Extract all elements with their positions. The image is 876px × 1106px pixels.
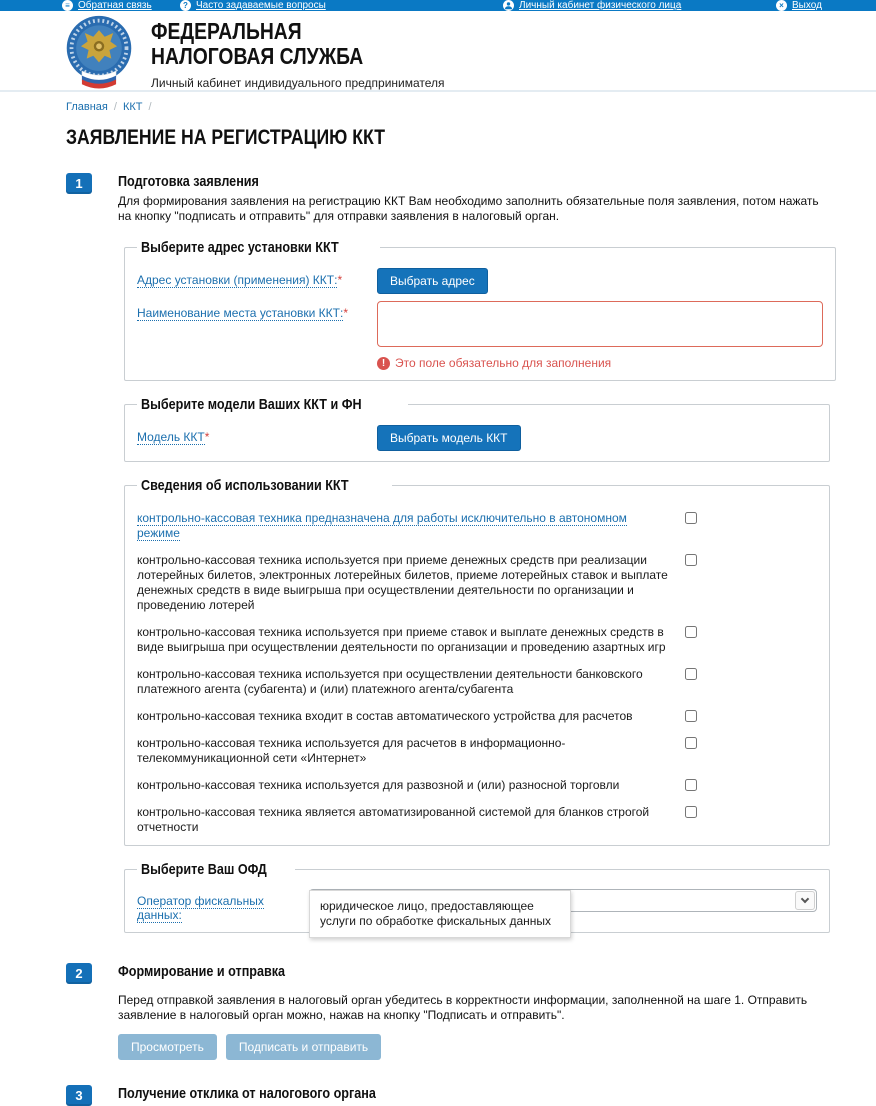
main-content: [0, 92, 876, 1106]
message-icon: [62, 0, 73, 11]
step-2-badge: 2: [66, 963, 92, 984]
question-icon: [180, 0, 191, 11]
address-row: [137, 268, 823, 294]
usage-item-label: контрольно-кассовая техника используется для развозной и (или) разносной торговли: [137, 778, 620, 792]
step-3-body: [118, 1085, 830, 1102]
preview-button[interactable]: Просмотреть: [118, 1034, 217, 1060]
breadcrumb-kkt[interactable]: ККТ: [122, 101, 143, 113]
usage-checkbox[interactable]: [685, 737, 697, 749]
usage-fieldset-legend: Сведения об использовании ККТ: [141, 477, 349, 494]
step-1-body: [118, 173, 830, 933]
usage-row: [137, 553, 817, 613]
place-name-error: [377, 356, 823, 370]
question-icon-glyph: ?: [183, 0, 188, 10]
topbar-feedback[interactable]: [62, 0, 152, 12]
required-mark: *: [204, 430, 210, 444]
ofd-select-wrap: [309, 889, 817, 928]
topbar-faq[interactable]: [180, 0, 326, 12]
usage-checkbox[interactable]: [685, 806, 697, 818]
required-mark: *: [343, 306, 348, 320]
usage-row: [137, 625, 817, 655]
header: [0, 11, 876, 90]
step-1: [66, 173, 830, 933]
feedback-link[interactable]: Обратная связь: [78, 0, 152, 11]
fns-logo: [60, 14, 138, 88]
usage-item-label: контрольно-кассовая техника используется при приеме ставок и выплате денежных средств в виде выигрыша при осуществлении деятельности по организации и проведению азартных игр: [137, 625, 666, 654]
topbar-logout[interactable]: [776, 0, 822, 12]
sign-and-send-button[interactable]: Подписать и отправить: [226, 1034, 381, 1060]
usage-item-label[interactable]: контрольно-кассовая техника предназначена для работы исключительно в автономном режиме: [137, 511, 627, 540]
exit-icon-glyph: ×: [779, 0, 784, 10]
step-1-badge: 1: [66, 173, 92, 194]
step-2-title: Формирование и отправка: [118, 963, 286, 980]
model-row: [137, 425, 817, 451]
step-2-body: [118, 963, 830, 1060]
usage-row: [137, 511, 817, 541]
step-3-badge: 3: [66, 1085, 92, 1106]
usage-item-label: контрольно-кассовая техника используется при осуществлении деятельности банковского платежного агента (субагента) и (или) платежного агента/субагента: [137, 667, 643, 696]
place-name-input[interactable]: [377, 301, 823, 347]
ofd-fieldset: [124, 861, 830, 933]
exit-icon: [776, 0, 787, 11]
model-fieldset-legend: Выберите модели Ваших ККТ и ФН: [141, 396, 362, 413]
breadcrumb-separator: /: [113, 101, 117, 113]
choose-model-button[interactable]: Выбрать модель ККТ: [377, 425, 521, 451]
personal-cabinet-link[interactable]: Личный кабинет физического лица: [519, 0, 682, 11]
usage-row: [137, 736, 817, 766]
error-icon: [377, 357, 390, 370]
usage-fieldset: [124, 477, 830, 846]
logout-link[interactable]: Выход: [792, 0, 822, 11]
usage-checkbox[interactable]: [685, 668, 697, 680]
step-2-buttons: [118, 1034, 830, 1060]
step-1-description: Для формирования заявления на регистрацию ККТ Вам необходимо заполнить обязательные поля заявления, потом нажать на кнопку "подписать и отправить" для отправки заявления в налоговый орган.: [118, 194, 819, 223]
address-label: Адрес установки (применения) ККТ:*: [137, 273, 343, 287]
error-text: Это поле обязательно для заполнения: [395, 356, 612, 370]
breadcrumb-separator: /: [148, 101, 152, 113]
person-icon: [503, 0, 514, 11]
topbar-personal-cabinet[interactable]: [503, 0, 681, 12]
usage-checkbox[interactable]: [685, 710, 697, 722]
usage-checkbox[interactable]: [685, 626, 697, 638]
brand-title-line1: ФЕДЕРАЛЬНАЯ: [151, 18, 302, 44]
usage-item-label: контрольно-кассовая техника используется для расчетов в информационно-телекоммуникационной сети «Интернет»: [137, 736, 566, 765]
breadcrumb: [66, 101, 830, 113]
message-icon-glyph: ≡: [65, 0, 70, 10]
page-title: ЗАЯВЛЕНИЕ НА РЕГИСТРАЦИЮ ККТ: [66, 126, 386, 149]
model-fieldset: [124, 396, 830, 462]
ofd-row: [137, 889, 817, 928]
chevron-down-icon[interactable]: [795, 891, 815, 910]
ofd-tooltip: юридическое лицо, предоставляющее услуги по обработке фискальных данных: [309, 890, 571, 938]
ofd-fieldset-legend: Выберите Ваш ОФД: [141, 861, 267, 878]
usage-checkbox[interactable]: [685, 512, 697, 524]
model-label: Модель ККТ*: [137, 430, 210, 444]
breadcrumb-home[interactable]: Главная: [66, 101, 108, 113]
address-fieldset: [124, 239, 836, 381]
place-name-row: [137, 301, 823, 370]
brand-subtitle: Личный кабинет индивидуального предпринимателя: [151, 76, 445, 90]
ofd-operator-label: Оператор фискальных данных:: [137, 894, 264, 922]
required-mark: *: [337, 273, 343, 287]
step-2: [66, 963, 830, 1060]
faq-link[interactable]: Часто задаваемые вопросы: [196, 0, 326, 11]
usage-row: [137, 805, 817, 835]
step-3: [66, 1085, 830, 1106]
place-name-field-wrap: [377, 301, 823, 370]
usage-item-label: контрольно-кассовая техника используется при приеме денежных средств при реализации лотерейных билетов, электронных лотерейных билетов, приеме лотерейных ставок и выплате денежных средств в виде выигрыша при осуществлении деятельности по организации и проведению лотерей: [137, 553, 668, 612]
usage-checkbox[interactable]: [685, 554, 697, 566]
usage-item-label: контрольно-кассовая техника входит в состав автоматического устройства для расчетов: [137, 709, 633, 723]
usage-item-label: контрольно-кассовая техника является автоматизированной системой для бланков строгой отчетности: [137, 805, 650, 834]
topbar: [0, 0, 876, 11]
usage-checkbox[interactable]: [685, 779, 697, 791]
brand: [151, 14, 445, 90]
brand-title-line2: НАЛОГОВАЯ СЛУЖБА: [151, 43, 364, 69]
step-2-description: Перед отправкой заявления в налоговый орган убедитесь в корректности информации, заполненной на шаге 1. Отправить заявление в налоговый орган можно, нажав на кнопку "Подписать и отправить".: [118, 993, 808, 1022]
step-3-title: Получение отклика от налогового органа: [118, 1085, 376, 1102]
usage-row: [137, 778, 817, 793]
usage-row: [137, 709, 817, 724]
usage-row: [137, 667, 817, 697]
address-fieldset-legend: Выберите адрес установки ККТ: [141, 239, 339, 256]
choose-address-button[interactable]: Выбрать адрес: [377, 268, 488, 294]
place-name-label: Наименование места установки ККТ:*: [137, 306, 348, 320]
step-1-title: Подготовка заявления: [118, 173, 259, 190]
